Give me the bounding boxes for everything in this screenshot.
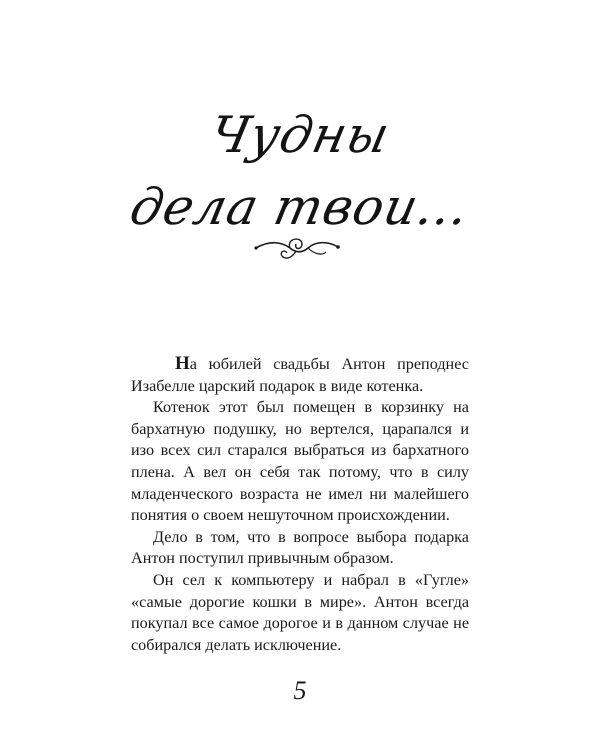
chapter-title-line-1: Чудны — [204, 106, 396, 164]
paragraph-1 — [131, 353, 469, 397]
paragraph-2: Котенок этот был помещен в корзинку на бархатную подушку, но вертелся, царапался и изо всех сил старался выбраться из бархатного плена. А вел он себя так потому, что в силу младенческого возраста не имел ни малейшего понятия о своем нешуточном происхождении. — [131, 398, 469, 525]
ornament-flourish-icon — [252, 232, 342, 264]
body-text — [131, 353, 469, 656]
paragraph-4: Он сел к компьютеру и набрал в «Гугле» «самые дорогие кошки в мире». Антон всегда покупал все самое дорогое и в данном случае не собирался делать исключение. — [131, 570, 469, 654]
paragraph-1-text: а юбилей свадьбы Антон преподнес Изабелле царский подарок в виде котенка. — [131, 355, 469, 395]
paragraph-3: Дело в том, что в вопросе выбора подарка Антон поступил привычным образом. — [131, 527, 469, 568]
initial-letter: Н — [175, 353, 190, 374]
page-number: 5 — [293, 676, 307, 705]
chapter-title-line-2: дела твои... — [125, 178, 475, 236]
